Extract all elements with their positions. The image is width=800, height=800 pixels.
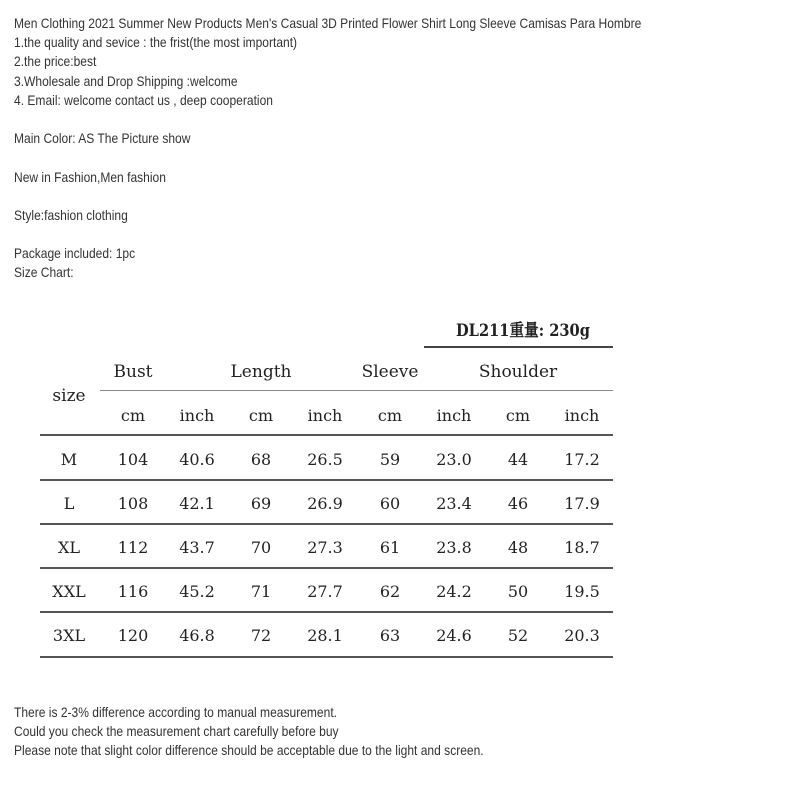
unit-header: cm [120, 406, 146, 425]
value-cell: 26.9 [307, 494, 343, 513]
value-cell: 116 [117, 582, 149, 601]
value-cell: 61 [379, 538, 401, 557]
style-text: Style:fashion clothing [14, 206, 128, 223]
group-header-length: Length [230, 362, 292, 382]
group-header-rule [100, 390, 613, 391]
new-in-text: New in Fashion,Men fashion [14, 168, 166, 185]
value-cell: 27.7 [307, 582, 343, 601]
size-chart-label: Size Chart: [14, 264, 74, 281]
value-cell: 28.1 [307, 626, 343, 645]
value-cell: 40.6 [179, 450, 215, 469]
value-cell: 112 [117, 538, 149, 557]
group-header-shoulder: Shoulder [478, 362, 558, 382]
note-line: Could you check the measurement chart carefully before buy [14, 723, 339, 740]
weight-label: DL211重量: 230g [456, 321, 590, 341]
row-rule [40, 567, 613, 569]
size-cell: XXL [52, 582, 86, 601]
row-rule [40, 611, 613, 613]
value-cell: 62 [379, 582, 401, 601]
value-cell: 69 [250, 494, 272, 513]
value-cell: 18.7 [564, 538, 600, 557]
unit-header: inch [307, 406, 343, 425]
note-line: There is 2-3% difference according to manual measurement. [14, 704, 338, 720]
value-cell: 17.9 [564, 494, 600, 513]
product-description [14, 14, 676, 283]
unit-header: inch [564, 406, 600, 425]
value-cell: 17.2 [564, 450, 600, 469]
value-cell: 59 [379, 450, 401, 469]
value-cell: 24.2 [436, 582, 472, 601]
value-cell: 52 [507, 626, 529, 645]
header-rule [40, 434, 613, 436]
value-cell: 24.6 [436, 626, 472, 645]
size-cell: 3XL [52, 626, 86, 645]
value-cell: 60 [379, 494, 401, 513]
group-header-bust: Bust [113, 362, 153, 382]
value-cell: 45.2 [179, 582, 215, 601]
value-cell: 26.5 [307, 450, 343, 469]
group-header-sleeve: Sleeve [361, 362, 419, 382]
size-header: size [52, 386, 86, 406]
note-line: Please note that slight color difference should be acceptable due to the light and screen. [14, 742, 484, 759]
value-cell: 43.7 [179, 538, 215, 557]
value-cell: 48 [507, 538, 529, 557]
unit-header: inch [436, 406, 472, 425]
measurement-notes [14, 703, 676, 761]
value-cell: 72 [250, 626, 272, 645]
value-cell: 63 [379, 626, 401, 645]
value-cell: 23.8 [436, 538, 472, 557]
value-cell: 120 [117, 626, 149, 645]
value-cell: 46 [507, 494, 529, 513]
main-color-text: Main Color: AS The Picture show [14, 130, 191, 147]
feature-point: 2.the price:best [14, 53, 97, 70]
value-cell: 44 [507, 450, 529, 469]
value-cell: 71 [250, 582, 272, 601]
unit-header: cm [248, 406, 274, 425]
row-rule [40, 656, 613, 658]
size-cell: XL [57, 538, 81, 557]
package-text: Package included: 1pc [14, 245, 136, 262]
row-rule [40, 479, 613, 481]
value-cell: 20.3 [564, 626, 600, 645]
feature-point: 4. Email: welcome contact us , deep cooperation [14, 91, 274, 108]
unit-header: inch [179, 406, 215, 425]
weight-underline [424, 346, 613, 348]
value-cell: 108 [117, 494, 149, 513]
row-rule [40, 523, 613, 525]
value-cell: 42.1 [179, 494, 215, 513]
product-title: Men Clothing 2021 Summer New Products Men's Casual 3D Printed Flower Shirt Long Sleeve Camisas Para Hombre [14, 15, 642, 31]
value-cell: 68 [250, 450, 272, 469]
unit-header: cm [505, 406, 531, 425]
value-cell: 70 [250, 538, 272, 557]
value-cell: 27.3 [307, 538, 343, 557]
value-cell: 23.0 [436, 450, 472, 469]
size-cell: L [63, 494, 75, 513]
value-cell: 19.5 [564, 582, 600, 601]
size-cell: M [60, 450, 78, 469]
value-cell: 46.8 [179, 626, 215, 645]
feature-point: 3.Wholesale and Drop Shipping :welcome [14, 72, 238, 89]
value-cell: 23.4 [436, 494, 472, 513]
value-cell: 50 [507, 582, 529, 601]
unit-header: cm [377, 406, 403, 425]
feature-point: 1.the quality and sevice : the frist(the most important) [14, 34, 298, 51]
value-cell: 104 [117, 450, 149, 469]
